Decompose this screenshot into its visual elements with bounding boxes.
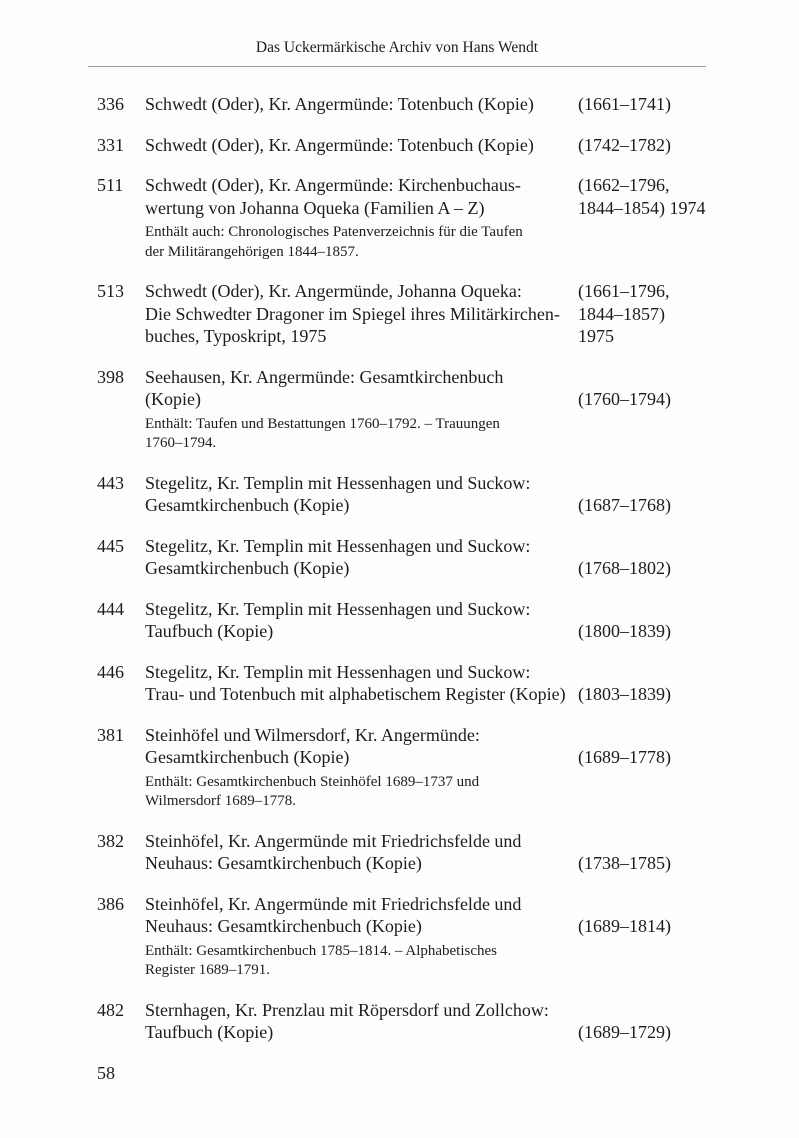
entry-number: 331 bbox=[97, 134, 124, 155]
page-content bbox=[88, 38, 706, 1084]
entry-dates bbox=[578, 472, 706, 517]
entry-title-line: Schwedt (Oder), Kr. Angermünde: Totenbuch (Kopie) bbox=[145, 134, 534, 155]
catalog-entry-511 bbox=[97, 174, 706, 262]
entry-number: 386 bbox=[97, 893, 124, 914]
entry-title-line: Die Schwedter Dragoner im Spiegel ihres Militärkirchen- bbox=[145, 303, 560, 324]
entry-note bbox=[145, 415, 578, 454]
entry-dates bbox=[578, 598, 706, 643]
entry-number: 445 bbox=[97, 535, 124, 556]
entry-dates bbox=[578, 280, 706, 348]
entry-date-line: (1738–1785) bbox=[578, 853, 671, 873]
entry-number: 511 bbox=[97, 175, 124, 195]
entry-title-line: Schwedt (Oder), Kr. Angermünde, Johanna Oqueka: bbox=[145, 281, 522, 301]
entry-number: 513 bbox=[97, 281, 124, 301]
entry-date-line: (1687–1768) bbox=[578, 495, 671, 515]
entry-note-line: Wilmersdorf 1689–1778. bbox=[145, 793, 297, 809]
entry-title-line: Seehausen, Kr. Angermünde: Gesamtkirchenbuch bbox=[145, 366, 504, 387]
entry-title-line: Gesamtkirchenbuch (Kopie) bbox=[145, 558, 350, 578]
entry-title-line: Trau- und Totenbuch mit alphabetischem Register (Kopie) bbox=[145, 684, 566, 704]
entry-date-line: (1689–1778) bbox=[578, 747, 671, 767]
entry-body bbox=[145, 535, 578, 580]
entry-body bbox=[145, 598, 578, 643]
entry-dates bbox=[578, 661, 706, 706]
entry-date-line: (1742–1782) bbox=[578, 134, 671, 155]
entry-date-line: (1662–1796, bbox=[578, 175, 670, 195]
entry-date-line: (1800–1839) bbox=[578, 621, 671, 641]
entry-dates bbox=[578, 893, 706, 938]
entry-note-line: Register 1689–1791. bbox=[145, 962, 270, 978]
entry-body bbox=[145, 724, 578, 812]
entry-dates bbox=[578, 366, 706, 411]
entry-body bbox=[145, 366, 578, 454]
entry-dates bbox=[578, 999, 706, 1044]
page-number: 58 bbox=[97, 1062, 115, 1083]
entry-date-line: (1689–1814) bbox=[578, 916, 671, 936]
entry-number: 482 bbox=[97, 999, 124, 1020]
entry-dates bbox=[578, 134, 706, 157]
entry-note-line: Enthält: Taufen und Bestattungen 1760–1792. – Trauungen bbox=[145, 415, 500, 432]
entry-number: 336 bbox=[97, 94, 124, 114]
entry-title-line: Neuhaus: Gesamtkirchenbuch (Kopie) bbox=[145, 853, 422, 873]
entry-body bbox=[145, 280, 578, 348]
catalog-entry-381 bbox=[97, 724, 706, 812]
entry-note-line: Enthält: Gesamtkirchenbuch Steinhöfel 1689–1737 und bbox=[145, 773, 480, 790]
entry-title-line: Schwedt (Oder), Kr. Angermünde: Totenbuch (Kopie) bbox=[145, 94, 534, 114]
entry-title-line: Neuhaus: Gesamtkirchenbuch (Kopie) bbox=[145, 916, 422, 936]
entry-body bbox=[145, 134, 578, 157]
entry-title-line: Stegelitz, Kr. Templin mit Hessenhagen und Suckow: bbox=[145, 472, 531, 493]
entry-body bbox=[145, 661, 578, 706]
entry-body bbox=[145, 93, 578, 116]
catalog-entry-445 bbox=[97, 535, 706, 580]
entry-title-line: wertung von Johanna Oqueka (Familien A – Z) bbox=[145, 197, 485, 218]
entry-title-line: Stegelitz, Kr. Templin mit Hessenhagen und Suckow: bbox=[145, 598, 531, 619]
entry-title-line: Sternhagen, Kr. Prenzlau mit Röpersdorf und Zollchow: bbox=[145, 999, 549, 1020]
catalog-entry-331 bbox=[97, 134, 706, 157]
entry-number: 446 bbox=[97, 661, 124, 682]
entry-dates bbox=[578, 535, 706, 580]
catalog-entry-513 bbox=[97, 280, 706, 348]
entry-title-line: Stegelitz, Kr. Templin mit Hessenhagen und Suckow: bbox=[145, 535, 531, 556]
entry-date-line: (1803–1839) bbox=[578, 684, 671, 704]
catalog-entry-444 bbox=[97, 598, 706, 643]
entry-date-line: 1844–1857) bbox=[578, 303, 665, 324]
entry-title-line: Taufbuch (Kopie) bbox=[145, 621, 274, 641]
entry-date-line: 1975 bbox=[578, 326, 614, 346]
entry-dates bbox=[578, 93, 706, 116]
entry-date-line: (1661–1741) bbox=[578, 94, 671, 114]
entry-date-line: (1661–1796, bbox=[578, 281, 670, 301]
entry-title-line: Steinhöfel und Wilmersdorf, Kr. Angermünde: bbox=[145, 724, 480, 745]
entry-note bbox=[145, 223, 578, 262]
catalog-entry-446 bbox=[97, 661, 706, 706]
entry-number: 398 bbox=[97, 366, 124, 387]
entry-dates bbox=[578, 830, 706, 875]
entry-number: 443 bbox=[97, 472, 124, 493]
entry-dates bbox=[578, 174, 706, 219]
catalog-entry-443 bbox=[97, 472, 706, 517]
entry-body bbox=[145, 830, 578, 875]
catalog-entry-398 bbox=[97, 366, 706, 454]
catalog-entry-482 bbox=[97, 999, 706, 1044]
entry-note-line: Enthält: Gesamtkirchenbuch 1785–1814. – Alphabetisches bbox=[145, 942, 498, 959]
entry-list bbox=[88, 67, 706, 1044]
entry-title-line: Taufbuch (Kopie) bbox=[145, 1022, 274, 1042]
entry-body bbox=[145, 174, 578, 262]
entry-date-line: (1768–1802) bbox=[578, 558, 671, 578]
entry-body bbox=[145, 999, 578, 1044]
page-header: Das Uckermärkische Archiv von Hans Wendt bbox=[255, 39, 539, 56]
entry-number: 381 bbox=[97, 724, 124, 745]
entry-title-line: Gesamtkirchenbuch (Kopie) bbox=[145, 495, 350, 515]
entry-title-line: Steinhöfel, Kr. Angermünde mit Friedrichsfelde und bbox=[145, 893, 522, 914]
entry-date-line: (1760–1794) bbox=[578, 389, 671, 409]
catalog-entry-336 bbox=[97, 93, 706, 116]
entry-title-line: (Kopie) bbox=[145, 389, 201, 409]
entry-title-line: Schwedt (Oder), Kr. Angermünde: Kirchenbuchaus- bbox=[145, 175, 521, 195]
entry-note bbox=[145, 773, 578, 812]
entry-body bbox=[145, 472, 578, 517]
catalog-entry-382 bbox=[97, 830, 706, 875]
entry-date-line: 1844–1854) 1974 bbox=[578, 197, 706, 218]
entry-number: 382 bbox=[97, 830, 124, 851]
catalog-entry-386 bbox=[97, 893, 706, 981]
entry-title-line: buches, Typoskript, 1975 bbox=[145, 326, 327, 346]
entry-note-line: der Militärangehörigen 1844–1857. bbox=[145, 243, 359, 260]
entry-title-line: Gesamtkirchenbuch (Kopie) bbox=[145, 747, 350, 767]
entry-note bbox=[145, 942, 578, 981]
entry-title-line: Stegelitz, Kr. Templin mit Hessenhagen und Suckow: bbox=[145, 661, 531, 682]
entry-number: 444 bbox=[97, 598, 124, 619]
entry-note-line: Enthält auch: Chronologisches Patenverzeichnis für die Taufen bbox=[145, 224, 523, 240]
entry-note-line: 1760–1794. bbox=[145, 435, 217, 451]
entry-date-line: (1689–1729) bbox=[578, 1022, 671, 1042]
entry-title-line: Steinhöfel, Kr. Angermünde mit Friedrichsfelde und bbox=[145, 830, 522, 851]
entry-dates bbox=[578, 724, 706, 769]
entry-body bbox=[145, 893, 578, 981]
